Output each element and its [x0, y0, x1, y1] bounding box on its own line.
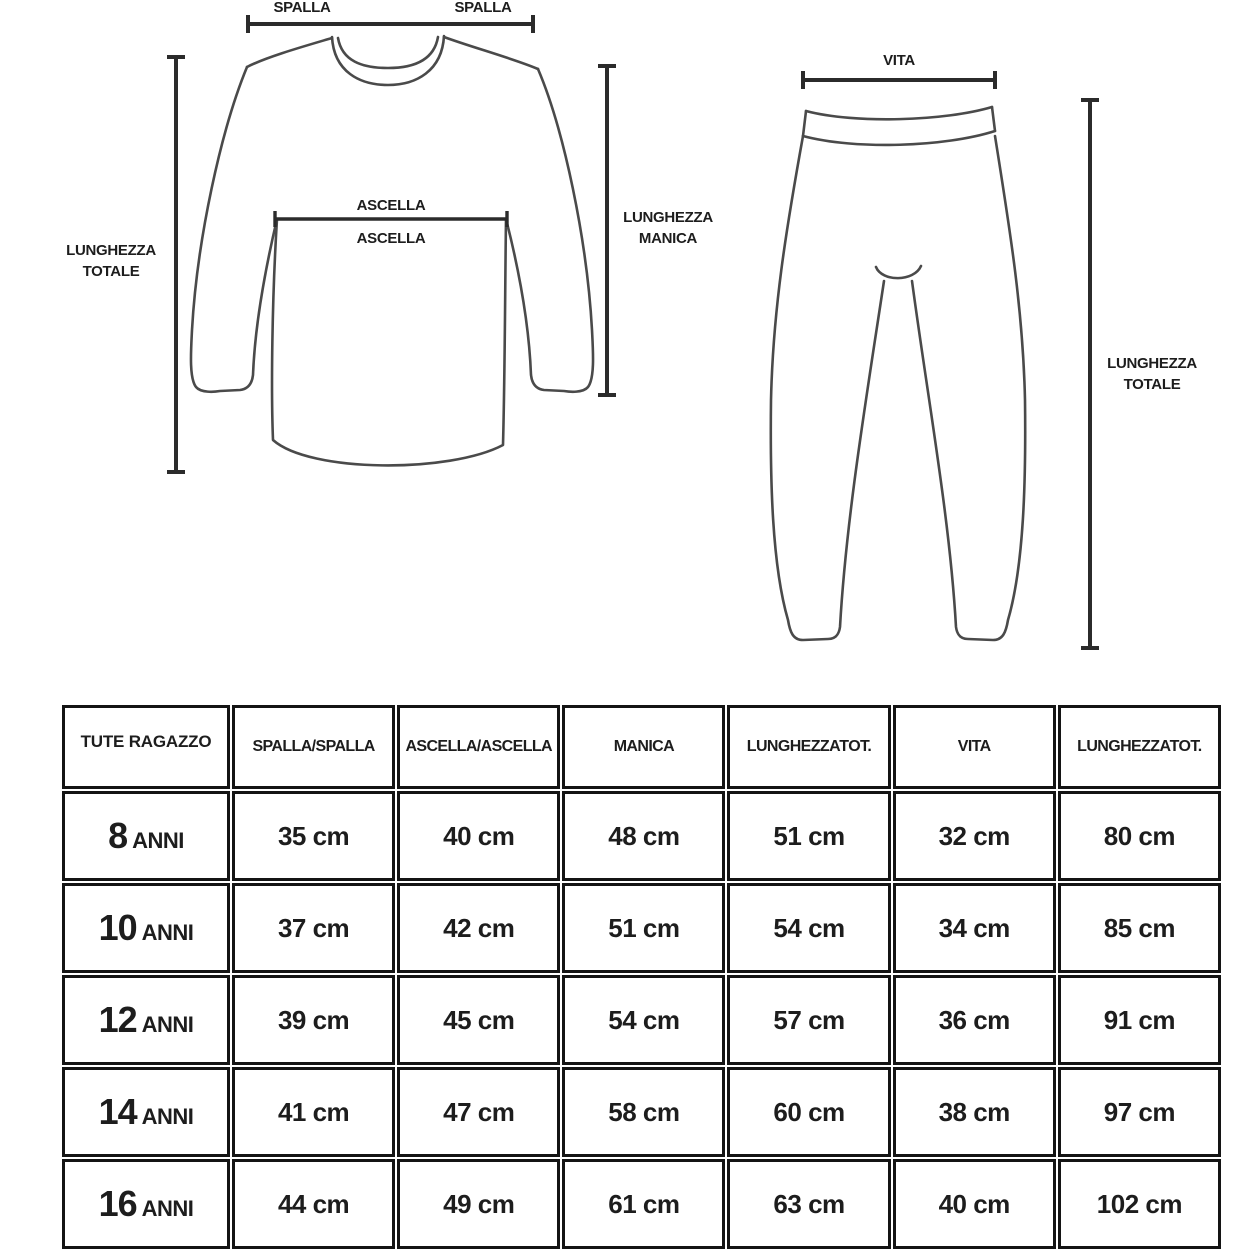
shirt-total-length-line2: TOTALE — [82, 263, 140, 280]
shirt-total-length-measure-line — [167, 57, 185, 472]
table-row-14-anni — [62, 1067, 1221, 1157]
measurement-cell: 47 cm — [397, 1067, 560, 1157]
age-unit: ANNI — [132, 828, 184, 853]
age-number: 8 — [108, 815, 128, 856]
age-number: 12 — [98, 999, 137, 1040]
measurement-cell: 97 cm — [1058, 1067, 1221, 1157]
measurement-cell: 49 cm — [397, 1159, 560, 1249]
column-header-ascella: ASCELLA/ASCELLA — [397, 705, 560, 789]
left-leg-outline — [771, 136, 884, 640]
measurement-cell: 91 cm — [1058, 975, 1221, 1065]
measurement-cell: 54 cm — [727, 883, 890, 973]
size-row-label — [62, 1159, 230, 1249]
sleeve-length-line2: MANICA — [638, 230, 698, 247]
measurement-cell: 54 cm — [562, 975, 725, 1065]
waistband-bottom-outline — [803, 131, 995, 145]
waistband-outline — [806, 107, 992, 119]
pants-total-length-label — [1107, 353, 1197, 395]
column-header-spalla: SPALLA/SPALLA — [232, 705, 395, 789]
age-unit: ANNI — [141, 1196, 194, 1221]
sleeve-measure-line — [598, 66, 616, 395]
measurement-cell: 35 cm — [232, 791, 395, 881]
right-leg-outline — [912, 136, 1025, 640]
pants-total-length-line1: LUNGHEZZA — [1107, 355, 1197, 372]
right-shoulder-outline — [444, 37, 538, 69]
measurement-cell: 51 cm — [727, 791, 890, 881]
measurement-cell: 102 cm — [1058, 1159, 1221, 1249]
spalla-label-left: SPALLA — [273, 0, 331, 16]
size-row-label — [62, 1067, 230, 1157]
shirt-total-length-label — [66, 240, 156, 282]
measurement-cell: 40 cm — [893, 1159, 1056, 1249]
age-number: 10 — [98, 907, 137, 948]
sleeve-length-line1: LUNGHEZZA — [623, 209, 713, 226]
sleeve-length-label — [623, 207, 713, 249]
age-unit: ANNI — [141, 920, 194, 945]
size-row-label — [62, 883, 230, 973]
measurement-cell: 36 cm — [893, 975, 1056, 1065]
waist-measure-line — [803, 71, 995, 89]
measurement-cell: 85 cm — [1058, 883, 1221, 973]
ascella-label-bottom: ASCELLA — [356, 230, 426, 247]
table-row-16-anni — [62, 1159, 1221, 1249]
measurement-cell: 44 cm — [232, 1159, 395, 1249]
measurement-cell: 41 cm — [232, 1067, 395, 1157]
measurement-cell: 61 cm — [562, 1159, 725, 1249]
left-sleeve-outline — [191, 67, 277, 392]
measurement-cell: 38 cm — [893, 1067, 1056, 1157]
size-row-label — [62, 975, 230, 1065]
measurement-cell: 45 cm — [397, 975, 560, 1065]
shirt-total-length-line1: LUNGHEZZA — [66, 242, 156, 259]
table-row-10-anni — [62, 883, 1221, 973]
pants-drawing-icon — [771, 71, 1099, 648]
measurement-cell: 51 cm — [562, 883, 725, 973]
measurement-cell: 34 cm — [893, 883, 1056, 973]
table-row-12-anni — [62, 975, 1221, 1065]
column-header-manica: MANICA — [562, 705, 725, 789]
measurement-cell: 60 cm — [727, 1067, 890, 1157]
column-header-lunghezza-tot-shirt: LUNGHEZZA TOT. — [727, 705, 890, 789]
measurement-cell: 58 cm — [562, 1067, 725, 1157]
size-table — [60, 703, 1223, 1251]
left-shoulder-outline — [247, 38, 332, 67]
column-header-lunghezza-tot-pants: LUNGHEZZA TOT. — [1058, 705, 1221, 789]
corner-header-tute-ragazzo: TUTE RAGAZZO — [62, 705, 230, 789]
waistband-right-edge — [992, 107, 995, 131]
measurement-cell: 37 cm — [232, 883, 395, 973]
collar-inner-outline — [338, 37, 438, 68]
age-number: 14 — [98, 1091, 137, 1132]
spalla-label-right: SPALLA — [454, 0, 512, 16]
vita-label: VITA — [883, 52, 915, 69]
measurement-cell: 42 cm — [397, 883, 560, 973]
age-number: 16 — [98, 1183, 137, 1224]
header-row — [62, 705, 1221, 789]
measurement-cell: 63 cm — [727, 1159, 890, 1249]
ascella-label-top: ASCELLA — [356, 197, 426, 214]
measurement-cell: 40 cm — [397, 791, 560, 881]
table-row-8-anni — [62, 791, 1221, 881]
measurement-cell: 48 cm — [562, 791, 725, 881]
measurement-cell: 32 cm — [893, 791, 1056, 881]
age-unit: ANNI — [141, 1012, 194, 1037]
crotch-outline — [876, 266, 921, 278]
measurement-cell: 39 cm — [232, 975, 395, 1065]
pants-total-length-measure-line — [1081, 100, 1099, 648]
collar-outline — [332, 36, 444, 85]
right-sleeve-outline — [506, 69, 593, 392]
measurement-cell: 57 cm — [727, 975, 890, 1065]
measurement-cell: 80 cm — [1058, 791, 1221, 881]
body-outline — [272, 219, 506, 465]
column-header-vita: VITA — [893, 705, 1056, 789]
age-unit: ANNI — [141, 1104, 194, 1129]
pants-total-length-line2: TOTALE — [1123, 376, 1181, 393]
size-row-label — [62, 791, 230, 881]
waistband-left-edge — [803, 111, 806, 136]
